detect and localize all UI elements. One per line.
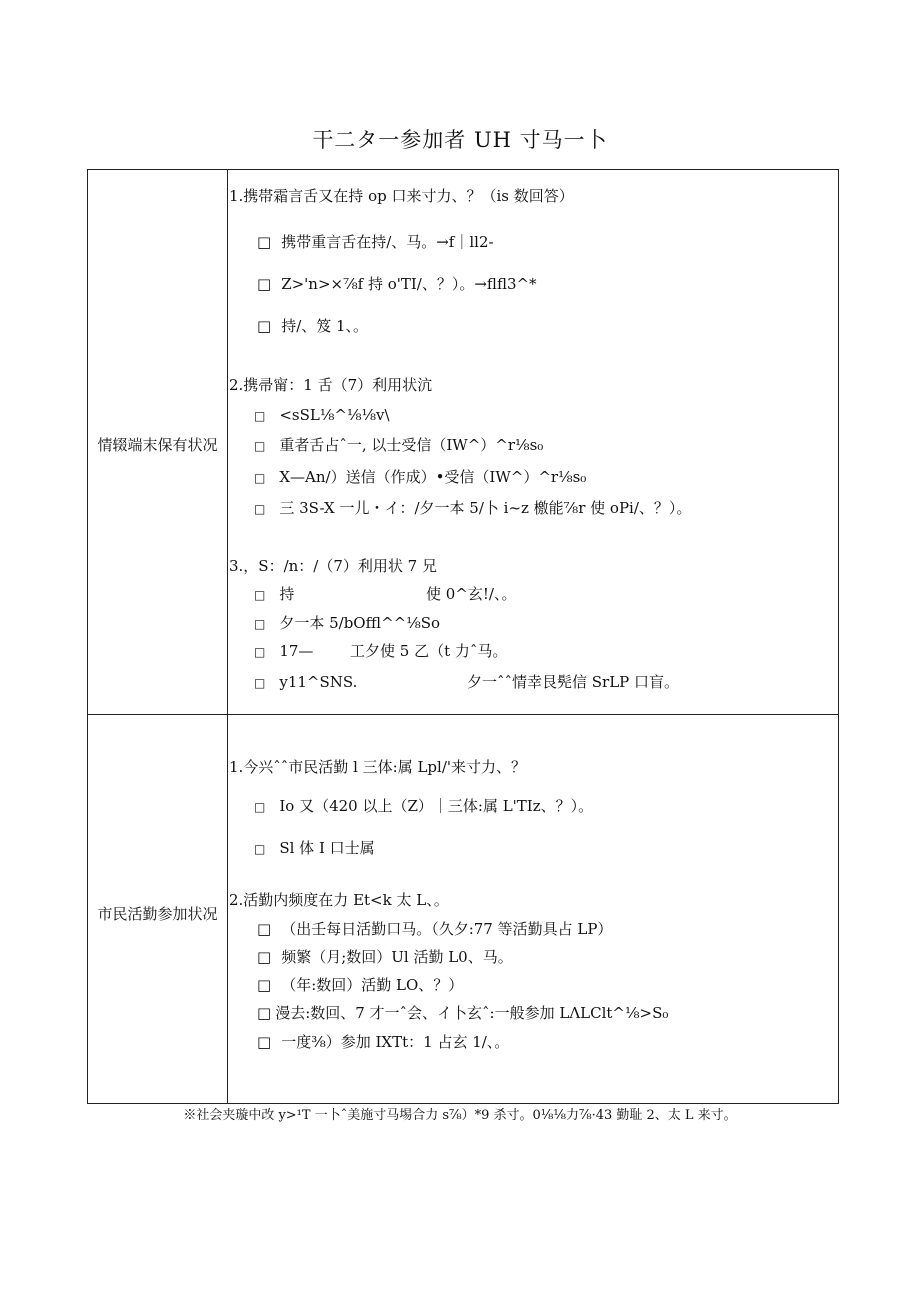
footnote: ※社会夹璇中改 y>¹T 一卜ˆ美施寸马埸合力 s⅞）*9 杀寸。0⅛⅛力⅞·43 勤耻 2、太 L 来寸。 [183,1108,737,1123]
option-text: y11^SNS. [279,673,358,691]
section2-q1-option-1[interactable] [254,796,593,817]
checkbox[interactable]: □ [257,976,272,994]
checkbox[interactable]: □ [257,317,272,335]
section2-q1-option-2[interactable] [254,838,375,859]
section1-q3-option-1[interactable] [254,584,294,605]
option-text: 漫去:数回、7 才一ˆ会、イ卜玄ˆ:一般参加 LΛLClt^⅛>S₀ [275,1004,669,1022]
checkbox[interactable]: □ [257,233,272,251]
section2-q2-option-2[interactable] [257,947,513,967]
section2-label: 市民活勤参加状况 [97,905,218,923]
option-text: 持 [279,585,295,603]
section1-q1-question: 1.携帯霜言舌又在持 op 口来寸力、？（is 数回答） [229,187,574,205]
survey-table [87,169,839,1104]
option-text: X—An/）送信（作成）•受信（IW^）^r⅛s₀ [279,468,587,486]
section1-q2-option-1[interactable] [254,405,390,426]
section2-q2-option-1[interactable] [257,919,612,939]
checkbox[interactable]: □ [254,676,266,690]
checkbox[interactable]: □ [254,409,266,423]
section1-q1-option-2[interactable] [257,274,537,294]
checkbox[interactable]: □ [254,588,266,602]
checkbox[interactable]: □ [257,948,272,966]
checkbox[interactable]: □ [254,842,266,856]
section1-label: 情辍端末保有状况 [97,436,218,454]
column-divider [227,170,228,1103]
section1-q2-option-3[interactable] [254,467,586,488]
section1-q3-option-4-right: 夕一ˆˆ情幸艮髡信 SrLP 口盲。 [467,673,680,691]
section2-q2-question: 2.活勤内频度在力 Et<k 太 L、。 [229,891,449,909]
section2-q1-question: 1.今兴ˆˆ市民活勤 l 三体:属 Lpl/'来寸力、？ [229,758,527,776]
section1-q3-option-3[interactable] [254,641,313,662]
option-text: Z>'n>×⅞f 持 o'TI/、？）。→flfl3^* [281,275,537,293]
section2-q2-option-5[interactable] [257,1032,509,1052]
option-text: 持/、笈 1、。 [281,317,369,335]
section1-q1-option-3[interactable] [257,316,368,336]
checkbox[interactable]: □ [257,920,272,938]
section2-q2-option-4[interactable] [257,1003,668,1023]
checkbox[interactable]: □ [254,502,266,516]
checkbox[interactable]: □ [254,800,266,814]
section1-q3-option-4[interactable] [254,672,357,693]
section1-q2-question: 2.携帚甯：1 舌（7）利用状沆 [229,376,433,394]
option-text: Sl 体 I 口士属 [279,839,375,857]
section1-q2-option-2[interactable] [254,435,543,456]
section1-q3-question: 3.，S：/n：/（7）利用状 7 兄 [229,557,437,575]
section1-q3-option-2[interactable] [254,613,440,634]
checkbox[interactable]: □ [254,617,266,631]
checkbox[interactable]: □ [254,439,266,453]
checkbox[interactable]: □ [254,471,266,485]
page-title: 干二タ一参加者 UH 寸马一卜 [312,128,608,152]
option-text: 携带重言舌在持/、马。→f｜ll2- [281,233,494,251]
section1-q2-option-4[interactable] [254,498,691,519]
section1-q3-option-1-right: 使 0^玄!/、。 [426,585,517,603]
option-text: 17— [279,642,314,660]
checkbox[interactable]: □ [254,645,266,659]
option-text: （出壬每日活勤口马。（久夕:77 等活勤具占 LP） [281,920,613,938]
option-text: （年:数回）活勤 LO、？） [281,976,464,994]
option-text: 一度⅜）参加 IXTt：1 占玄 1/、。 [281,1033,510,1051]
option-text: Io 又（420 以上（Z）｜三体:属 L'TIz、？）。 [279,797,594,815]
option-text: <sSL⅛^⅛⅛v\ [279,406,390,424]
section1-q1-option-1[interactable] [257,232,494,252]
option-text: 夕一本 5/bOffl^^⅛So [279,614,441,632]
checkbox[interactable]: □ [257,1004,272,1022]
section2-q2-option-3[interactable] [257,975,463,995]
option-text: 频繁（月;数回）Ul 活勤 L0、马。 [281,948,513,966]
section1-q3-option-3-right: 工夕使 5 乙（t 力ˆ马。 [350,642,508,660]
row-divider [88,714,838,715]
option-text: 三 3S-X 一儿・イ：/夕一本 5/卜 i~z 檄能⅞r 使 oPi/、？）。 [279,499,692,517]
checkbox[interactable]: □ [257,1033,272,1051]
checkbox[interactable]: □ [257,275,272,293]
option-text: 重者舌占ˆ一, 以士受信（IW^）^r⅛s₀ [279,436,544,454]
